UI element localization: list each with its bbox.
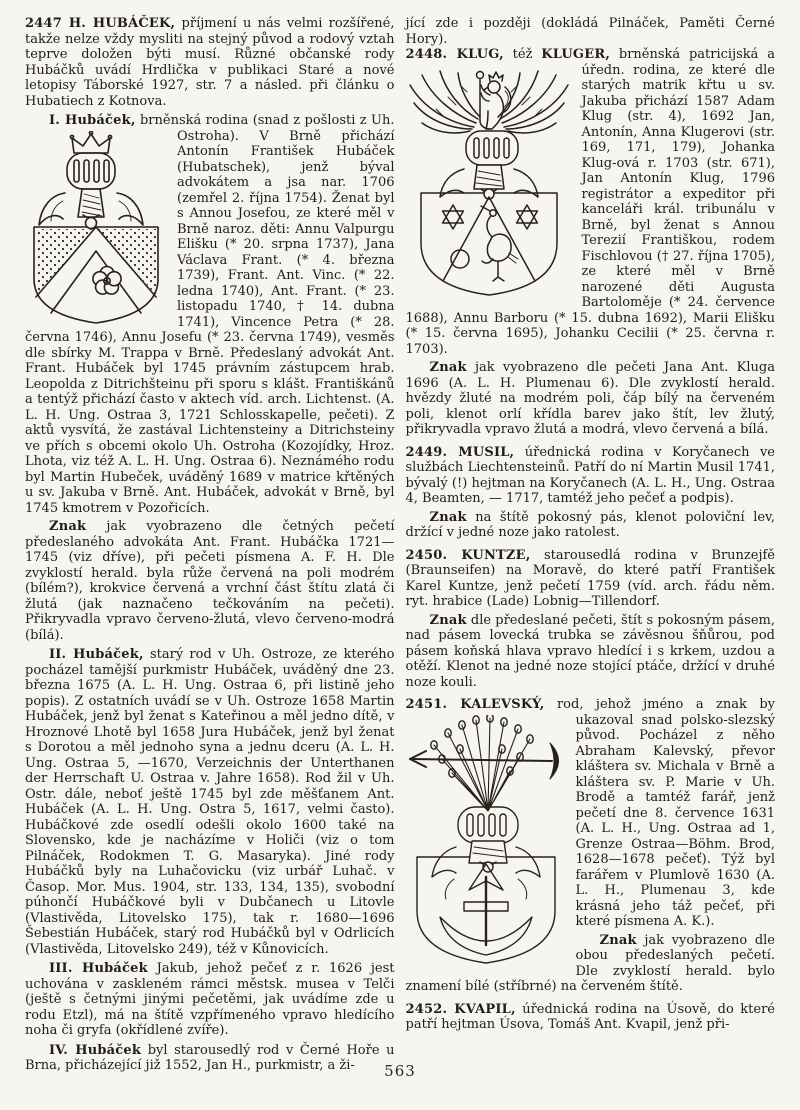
blazon-2448-heading: Znak xyxy=(429,360,467,375)
entry-2451-text: ukazoval snad polsko-slezský původ. Pocházel z něho Abraham Kalevský, převor kláštera sv. Michala v Brně a kláštera sv. P. Marie v Uh. Brodě a tamtéž farář, jenž pečetí dne 8. července 1631 (A. L. H., Ung. Ostraa ad 1, Grenze Ostraa—Böhm. Brod, 1628—1678 pečeť). Týž byl farářem v Plumlově 1630 (A. L. H., Plumenau 3, kde krásná jeho táž pečeť, při které písmena A. K.). xyxy=(575,712,775,929)
section-3-text: Jakub, jehož pečeť z r. 1626 jest uchována v zaskleném rámci městsk. musea v Telči (ještě s četnými jinými pečetěmi, jak uvádíme zde u rodu Etzl), má na štítě vzpřímeného vpravo hledícího noha či gryfa (okřídlené zvíře). xyxy=(25,961,395,1038)
section-4-text: byl starousedlý rod v Černé Hoře u Brna, přicházející již 1552, Jan H., purkmistr, a ži- xyxy=(25,1042,395,1073)
page-number: 563 xyxy=(384,1062,416,1080)
entry-2448 xyxy=(406,47,776,357)
entry-2450 xyxy=(406,548,776,610)
entry-2448-text: úředn. rodina, ze které dle starých matrik křtu u sv. Jakuba přichází 1587 Adam Klug (str. 4), 1692 Jan, Antonín, Anna Klugerovi (str. 169, 171, 179), Johanka Klug-ová r. 1703 (str. 671), Jan Antonín Klug, 1796 registrátor a expeditor při kanceláři král. tribunálu v Brně, byl ženat s Annou Terezií Františkou, rodem Fischlovou († 27. října 1705), ze které měl v Brně narozené děti Augusta Bartoloměje (* 24. července 1688), Annu Barboru (* 15. dubna 1692), Marii Elišku (* 15. června 1695), Johanku Cecilii (* 25. června r. 1703). xyxy=(405,62,775,357)
section-hubacek-3 xyxy=(25,961,395,1039)
entry-2448-lead: brněnská patricijská a xyxy=(618,47,775,62)
entry-2448-mid: též xyxy=(512,47,533,62)
section-1-heading: I. Hubáček, xyxy=(49,113,136,128)
entry-2451 xyxy=(406,697,776,930)
blazon-2450-heading: Znak xyxy=(429,612,467,628)
continuation-paragraph xyxy=(406,16,776,47)
blazon-2450 xyxy=(406,613,776,691)
section-2-text: starý rod v Uh. Ostroze, ze kterého pocházel tamější purkmistr Hubáček, uváděný dne 23. března 1675 (A. L. H. Ung. Ostraa 6, při listině jeho popis). Z ostatních uvádí se v Uh. Ostroze 1658 Martin Hubáček, jenž byl ženat s Kateřinou a měl jedno dítě, v Hroznové Lhotě byl 1658 Jura Hubáček, jenž byl ženat s Dorotou a měl jednoho syna a jednu dceru (A. L. H. Ung. Ostraa 5, —1670, Verzeichnis der Unterthanen der Herrschaft U. Ostraa v. Jahre 1658). Rod žil v Uh. Ostr. dále, neboť ještě 1745 byl zde měšťanem Ant. Hubáček (A. L. H. Ung. Ostra 5, 1617, velmi často). Hubáčkové zde osedlí odešli okolo 1600 také na Slovensko, kde je nacházíme v Holiči (viz o tom Pilnáček, Rodokmen T. G. Masaryka). Jiné rody Hubáčků byly na Luhačovicku (viz urbář Luhač. v Časop. Mor. Mus. 1904, str. 133, 134, 135), svobodní púhončí Hubáčkové byli v Dubčanech u Litovle (Vlastivěda, Litovelsko 175), tak r. 1680—1696 Šebestián Hubáček, starý rod Hubáčků byl v Odrlicích (Vlastivěda, Litovelsko 249), též v Kůnovicích. xyxy=(25,647,395,957)
hubacek-coat-of-arms-icon xyxy=(25,131,167,327)
entry-2450-heading: 2450. KUNTZE, xyxy=(405,547,531,563)
entry-2449-heading: 2449. MUSIL, xyxy=(405,444,515,460)
continuation-text: jící zde i později (dokládá Pilnáček, Paměti Černé Hory). xyxy=(405,16,775,47)
entry-2451-heading: 2451. KALEVSKÝ, xyxy=(405,697,545,712)
blazon-2451-heading: Znak xyxy=(599,932,637,948)
klug-coat-of-arms-icon xyxy=(406,65,572,301)
entry-2449 xyxy=(406,445,776,507)
section-4-heading: IV. Hubáček xyxy=(49,1042,142,1058)
blazon-2451-text: jak vyobrazeno dle obou předeslaných pečetí. Dle zvyklostí herald. bylo znamení bílé (stříbrné) na červeném štítě. xyxy=(405,932,776,994)
column-left xyxy=(25,16,395,1074)
blazon-2448 xyxy=(406,360,776,438)
entry-2452-text: úřednická rodina na Úsově, do které patří hejtman Úsova, Tomáš Ant. Kvapil, jenž při- xyxy=(405,1001,775,1032)
entry-2449-text: úřednická rodina v Koryčanech ve službách Liechtensteinů. Patří do ní Martin Musil 1741, bývalý (!) hejtman na Koryčanech (A. L. H., Ung. Ostraa 4, Beamten, — 1717, tamtéž jeho pečeť a podpis). xyxy=(405,444,775,506)
entry-2447-text: příjmení u nás velmi rozšířené, takže nelze vždy mysliti na stejný původ a rodový vztah teprve doložen býti musí. Různé občanské rody Hubáčků uvádí Hrdlička v publikaci Staré a nové letopisy Táborské 1927, str. 7 a násled. při článku o Hubatiech z Kotnova. xyxy=(25,16,395,109)
section-1-text: z Uh. Ostroha). V Brně přichází Antonín František Hubáček (Hubatschek), jenž býval advokátem a jsa nar. 1706 (zemřel 2. října 1754). Ženat byl s Annou Josefou, ze které měl v Brně naroz. děti: Annu Valpurgu Elišku (* 20. srpna 1737), Jana Václava Frant. (* 4. března 1739), Frant. Ant. Vinc. (* 22. ledna 1740), Ant. Frant. (* 23. listopadu 1740, † 14. dubna 1741), Vincence Petra (* 28. června 1746), Annu Josefu (* 23. června 1749), vesměs dle sbírky M. Trappa v Brně. Předeslaný advokát Ant. Frant. Hubáček byl 1745 právním zástupcem hrab. Leopolda z Ditrichšteinu při sporu s klášt. Františkánů a tentýž přichází často v aktech víd. arch. Lichtenst. (A. L. H. Ung. Ostraa 3, 1721 Schlosskapelle, pečeti). Z aktů vysvítá, že zastával Lichtensteiny a Ditrichsteiny ve přích s obcemi okolo Uh. Ostroha (Kozojídky, Hroz. Lhota, viz též A. L. H. Ung. Ostraa 6). Neznámého rodu byl Martin Hubeček, uváděný 1689 v matrice křtěných u sv. Jakuba v Brně. Ant. Hubáček, advokát v Brně, byl 1745 kmotrem v Pozořicích. xyxy=(25,113,395,516)
section-2-heading: II. Hubáček, xyxy=(49,647,144,662)
blazon-2449-heading: Znak xyxy=(429,509,467,525)
blazon-2447 xyxy=(25,519,395,643)
entry-2451-lead: rod, jehož jméno a znak by xyxy=(556,697,775,712)
blazon-2447-text: jak vyobrazeno dle četných pečetí předeslaného advokáta Ant. Frant. Hubáčka 1721—1745 (viz dříve), při pečeti písmena A. F. H. Dle zvyklostí herald. byla růže červená na poli modrém (bílém?), krokvice červená a vrchní část štítu zlatá či žlutá (jak naznačeno tečkováním na pečeti). Přikryvadla vpravo červeno-žlutá, vlevo červeno-modrá (bílá). xyxy=(25,519,395,643)
entry-2452 xyxy=(406,1002,776,1033)
blazon-2449-text: na štítě pokosný pás, klenot poloviční lev, držící v jedné noze jako ratolest. xyxy=(405,509,775,540)
section-3-heading: III. Hubáček xyxy=(49,961,148,976)
section-hubacek-1 xyxy=(25,113,395,516)
kalevsky-coat-of-arms-icon xyxy=(406,715,566,967)
entry-2450-text: starousedlá rodina v Brunzejfě (Braunseifen) na Moravě, do které patří František Karel Kuntze, jenž pečetí 1759 (víd. arch. řádu něm. ryt. hrabice (Lade) Lobnig—Tillendorf. xyxy=(405,547,775,609)
blazon-2448-text: jak vyobrazeno dle pečeti Jana Ant. Kluga 1696 (A. L. H. Plumenau 6). Dle zvyklostí herald. hvězdy žluté na modrém poli, čáp bílý na červeném poli, klenot orlí křídla barev jako štít, lev žlutý, přikryvadla vpravo žlutá a modrá, vlevo červená a bílá. xyxy=(405,360,775,437)
blazon-2447-heading: Znak xyxy=(49,519,87,534)
blazon-2449 xyxy=(406,510,776,541)
entry-2447 xyxy=(25,16,395,109)
column-right xyxy=(406,16,776,1074)
entry-2447-heading: 2447 H. HUBÁČEK, xyxy=(25,16,176,31)
blazon-2450-text: dle předeslané pečeti, štít s pokosným pásem, nad pásem lovecká trubka se závěsnou šňůrou, pod pásem koňská hlava vpravo hledící i s krkem, uzdou a otěží. Klenot na jedné noze stojící ptáče, držící v druhé noze kouli. xyxy=(405,612,775,690)
section-hubacek-2 xyxy=(25,647,395,957)
entry-2452-heading: 2452. KVAPIL, xyxy=(405,1001,516,1017)
entry-2448-heading-alt: KLUGER, xyxy=(541,47,611,62)
entry-2448-heading: 2448. KLUG, xyxy=(405,47,504,62)
section-1-lead: brněnská rodina (snad z pošlosti xyxy=(139,113,356,128)
